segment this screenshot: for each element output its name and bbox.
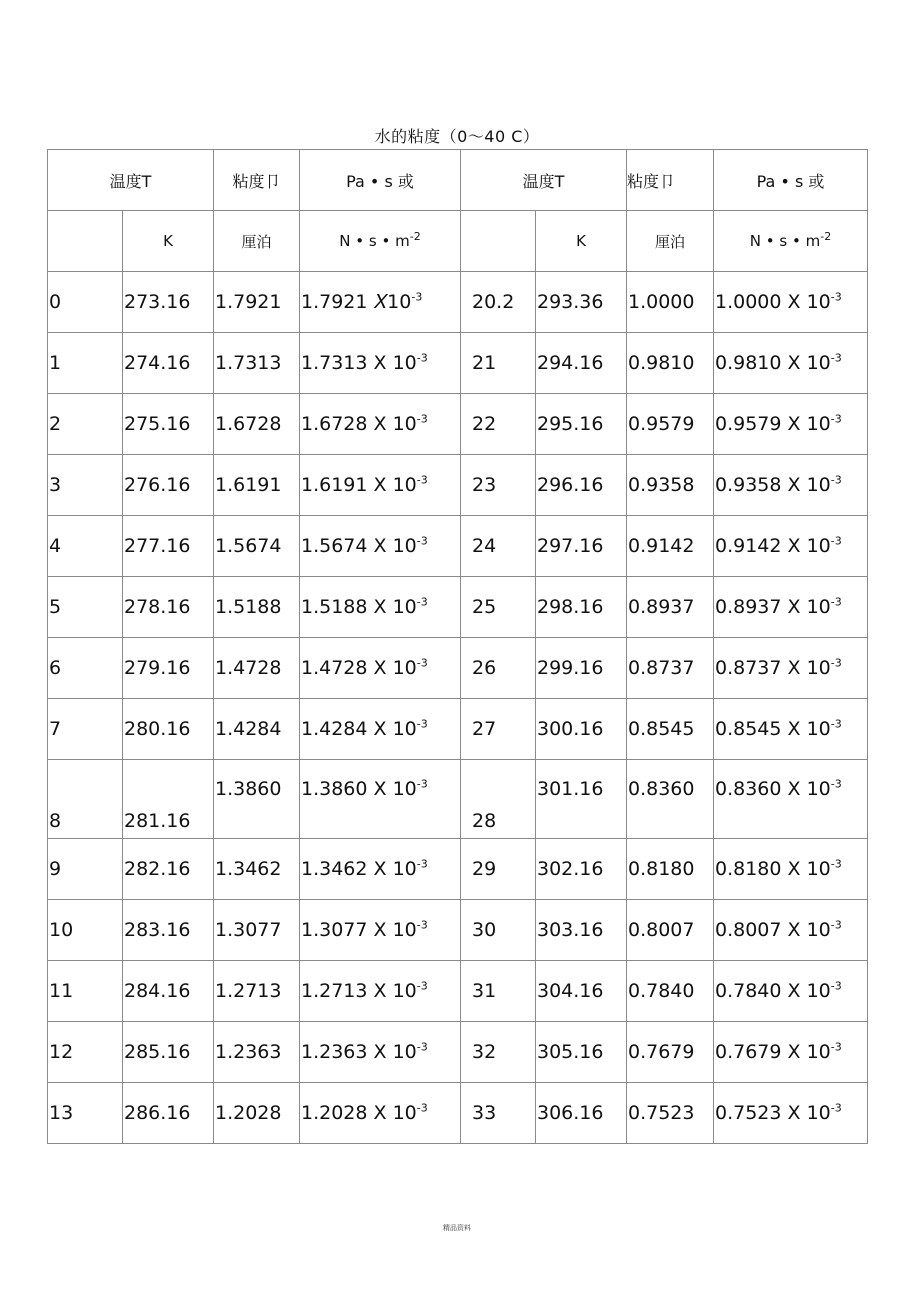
exponent: -3: [830, 290, 842, 304]
kelvin-cell: 303.16: [536, 900, 627, 961]
celsius-cell: 10: [48, 900, 123, 961]
header-row-2: [48, 211, 868, 272]
pascal-second-cell: 1.5674 X $10^{-3}$: [300, 516, 461, 577]
centipoise-cell: 1.7921: [214, 272, 300, 333]
header-pas-right: Pa • s 或: [714, 150, 868, 211]
pascal-second-cell: 1.3860 X $10^{-3}$: [300, 760, 461, 839]
exponent: -3: [416, 595, 428, 609]
exponent: -3: [830, 595, 842, 609]
centipoise-cell: 1.5188: [214, 577, 300, 638]
header-temp-right: 温度T: [461, 150, 627, 211]
centipoise-cell: 1.7313: [214, 333, 300, 394]
header-unit-c-left: [48, 211, 123, 272]
exponent: -3: [830, 351, 842, 365]
pascal-second-cell: 0.7523 X $10^{-3}$: [714, 1083, 868, 1144]
centipoise-cell: 1.3860: [214, 760, 300, 839]
exponent: -3: [416, 412, 428, 426]
celsius-cell: 22: [461, 394, 536, 455]
exponent: -3: [830, 918, 842, 932]
kelvin-cell: 306.16: [536, 1083, 627, 1144]
kelvin-cell: 294.16: [536, 333, 627, 394]
kelvin-cell: 284.16: [123, 961, 214, 1022]
celsius-cell: 9: [48, 839, 123, 900]
exponent: -3: [416, 656, 428, 670]
pascal-second-cell: 1.4284 X $10^{-3}$: [300, 699, 461, 760]
exponent: -3: [830, 412, 842, 426]
exponent: -3: [830, 1101, 842, 1115]
kelvin-cell: 278.16: [123, 577, 214, 638]
centipoise-cell: 0.8180: [627, 839, 714, 900]
exponent: -3: [416, 473, 428, 487]
pascal-second-cell: 1.3462 X $10^{-3}$: [300, 839, 461, 900]
pascal-second-cell: 0.8180 X $10^{-3}$: [714, 839, 868, 900]
centipoise-cell: 0.8737: [627, 638, 714, 699]
table-row: [48, 516, 868, 577]
celsius-cell: 32: [461, 1022, 536, 1083]
kelvin-cell: 285.16: [123, 1022, 214, 1083]
celsius-cell: 27: [461, 699, 536, 760]
header-unit-k-left: K: [123, 211, 214, 272]
pascal-second-cell: 1.2713 X $10^{-3}$: [300, 961, 461, 1022]
celsius-cell: 13: [48, 1083, 123, 1144]
exponent: -3: [830, 777, 842, 791]
centipoise-cell: 1.3462: [214, 839, 300, 900]
pascal-second-cell: 0.7679 X $10^{-3}$: [714, 1022, 868, 1083]
pascal-second-cell: 1.2028 X $10^{-3}$: [300, 1083, 461, 1144]
pascal-second-cell: 1.2363 X $10^{-3}$: [300, 1022, 461, 1083]
kelvin-cell: 274.16: [123, 333, 214, 394]
exponent: -3: [830, 717, 842, 731]
celsius-cell: 8: [48, 760, 123, 839]
exponent: -3: [416, 1040, 428, 1054]
kelvin-cell: 286.16: [123, 1083, 214, 1144]
pascal-second-cell: 0.9810 X $10^{-3}$: [714, 333, 868, 394]
header-unit-cp-right: 厘泊: [627, 211, 714, 272]
exponent: -3: [416, 717, 428, 731]
header-row-1: [48, 150, 868, 211]
exponent: -3: [830, 656, 842, 670]
pascal-second-cell: 0.8737 X $10^{-3}$: [714, 638, 868, 699]
celsius-cell: 30: [461, 900, 536, 961]
kelvin-cell: 301.16: [536, 760, 627, 839]
pascal-second-cell: 1.3077 X $10^{-3}$: [300, 900, 461, 961]
table-row: [48, 699, 868, 760]
exponent: -3: [830, 979, 842, 993]
centipoise-cell: 0.8937: [627, 577, 714, 638]
kelvin-cell: 293.36: [536, 272, 627, 333]
water-viscosity-table: [47, 149, 868, 1144]
celsius-cell: 24: [461, 516, 536, 577]
celsius-cell: 28: [461, 760, 536, 839]
kelvin-cell: 277.16: [123, 516, 214, 577]
celsius-cell: 5: [48, 577, 123, 638]
table-row: [48, 839, 868, 900]
header-unit-pas-right: N • s • $m^{-2}$: [714, 211, 868, 272]
kelvin-cell: 304.16: [536, 961, 627, 1022]
centipoise-cell: 1.3077: [214, 900, 300, 961]
page-title: 水的粘度（0〜40 C）: [374, 127, 540, 146]
table-row: [48, 638, 868, 699]
header-visc-right: 粘度卩: [627, 150, 714, 211]
exponent: -3: [416, 534, 428, 548]
kelvin-cell: 283.16: [123, 900, 214, 961]
centipoise-cell: 0.7840: [627, 961, 714, 1022]
centipoise-cell: 0.9142: [627, 516, 714, 577]
centipoise-cell: 0.7523: [627, 1083, 714, 1144]
exponent: -3: [416, 351, 428, 365]
table-row: [48, 577, 868, 638]
table-row: [48, 394, 868, 455]
centipoise-cell: 0.8007: [627, 900, 714, 961]
centipoise-cell: 1.6728: [214, 394, 300, 455]
exponent: -3: [416, 918, 428, 932]
table-row: [48, 272, 868, 333]
kelvin-cell: 273.16: [123, 272, 214, 333]
celsius-cell: 12: [48, 1022, 123, 1083]
kelvin-cell: 296.16: [536, 455, 627, 516]
kelvin-cell: 297.16: [536, 516, 627, 577]
exponent: -3: [830, 1040, 842, 1054]
table-row: [48, 760, 868, 839]
centipoise-cell: 1.2363: [214, 1022, 300, 1083]
centipoise-cell: 1.4284: [214, 699, 300, 760]
header-unit-pas-left: N • s • $m^{-2}$: [300, 211, 461, 272]
centipoise-cell: 1.6191: [214, 455, 300, 516]
pascal-second-cell: 0.8937 X $10^{-3}$: [714, 577, 868, 638]
centipoise-cell: 1.0000: [627, 272, 714, 333]
unit-exponent: -2: [820, 230, 832, 243]
pascal-second-cell: 0.8545 X $10^{-3}$: [714, 699, 868, 760]
header-pas-left: Pa • s 或: [300, 150, 461, 211]
centipoise-cell: 0.8360: [627, 760, 714, 839]
celsius-cell: 1: [48, 333, 123, 394]
exponent: -3: [416, 857, 428, 871]
table-row: [48, 1083, 868, 1144]
celsius-cell: 0: [48, 272, 123, 333]
kelvin-cell: 300.16: [536, 699, 627, 760]
centipoise-cell: 1.2713: [214, 961, 300, 1022]
header-unit-c-right: [461, 211, 536, 272]
kelvin-cell: 276.16: [123, 455, 214, 516]
kelvin-cell: 299.16: [536, 638, 627, 699]
kelvin-cell: 281.16: [123, 760, 214, 839]
celsius-cell: 3: [48, 455, 123, 516]
pascal-second-cell: 0.7840 X $10^{-3}$: [714, 961, 868, 1022]
exponent: -3: [416, 777, 428, 791]
centipoise-cell: 0.7679: [627, 1022, 714, 1083]
pascal-second-cell: 0.8007 X $10^{-3}$: [714, 900, 868, 961]
celsius-cell: 31: [461, 961, 536, 1022]
centipoise-cell: 0.9579: [627, 394, 714, 455]
celsius-cell: 23: [461, 455, 536, 516]
pascal-second-cell: 0.9142 X $10^{-3}$: [714, 516, 868, 577]
celsius-cell: 25: [461, 577, 536, 638]
kelvin-cell: 275.16: [123, 394, 214, 455]
exponent: -3: [416, 979, 428, 993]
celsius-cell: 33: [461, 1083, 536, 1144]
kelvin-cell: 280.16: [123, 699, 214, 760]
pascal-second-cell: 1.7313 X $10^{-3}$: [300, 333, 461, 394]
exponent: -3: [830, 534, 842, 548]
pascal-second-cell: 1.0000 X $10^{-3}$: [714, 272, 868, 333]
exponent: -3: [830, 857, 842, 871]
table-row: [48, 961, 868, 1022]
celsius-cell: 2: [48, 394, 123, 455]
pascal-second-cell: 0.8360 X $10^{-3}$: [714, 760, 868, 839]
kelvin-cell: 298.16: [536, 577, 627, 638]
kelvin-cell: 279.16: [123, 638, 214, 699]
centipoise-cell: 0.9358: [627, 455, 714, 516]
header-unit-cp-left: 厘泊: [214, 211, 300, 272]
footer-note: 精品资料: [443, 1224, 471, 1232]
celsius-cell: 20.2: [461, 272, 536, 333]
exponent: -3: [416, 1101, 428, 1115]
celsius-cell: 21: [461, 333, 536, 394]
centipoise-cell: 0.9810: [627, 333, 714, 394]
kelvin-cell: 305.16: [536, 1022, 627, 1083]
unit-exponent: -2: [409, 230, 421, 243]
exponent: -3: [830, 473, 842, 487]
exponent: -3: [411, 290, 423, 304]
celsius-cell: 7: [48, 699, 123, 760]
pascal-second-cell: 0.9358 X $10^{-3}$: [714, 455, 868, 516]
centipoise-cell: 0.8545: [627, 699, 714, 760]
celsius-cell: 29: [461, 839, 536, 900]
table-row: [48, 455, 868, 516]
header-temp-left: 温度T: [48, 150, 214, 211]
kelvin-cell: 282.16: [123, 839, 214, 900]
header-unit-k-right: K: [536, 211, 627, 272]
pascal-second-cell: 1.6191 X $10^{-3}$: [300, 455, 461, 516]
celsius-cell: 11: [48, 961, 123, 1022]
centipoise-cell: 1.5674: [214, 516, 300, 577]
pascal-second-cell: 1.6728 X $10^{-3}$: [300, 394, 461, 455]
header-visc-left: 粘度卩: [214, 150, 300, 211]
centipoise-cell: 1.2028: [214, 1083, 300, 1144]
table-row: [48, 333, 868, 394]
kelvin-cell: 302.16: [536, 839, 627, 900]
celsius-cell: 6: [48, 638, 123, 699]
celsius-cell: 26: [461, 638, 536, 699]
celsius-cell: 4: [48, 516, 123, 577]
pascal-second-cell: 1.4728 X $10^{-3}$: [300, 638, 461, 699]
pascal-second-cell: 1.7921 $𝑋10^{-3}$: [300, 272, 461, 333]
centipoise-cell: 1.4728: [214, 638, 300, 699]
kelvin-cell: 295.16: [536, 394, 627, 455]
pascal-second-cell: 0.9579 X $10^{-3}$: [714, 394, 868, 455]
table-row: [48, 1022, 868, 1083]
table-row: [48, 900, 868, 961]
pascal-second-cell: 1.5188 X $10^{-3}$: [300, 577, 461, 638]
